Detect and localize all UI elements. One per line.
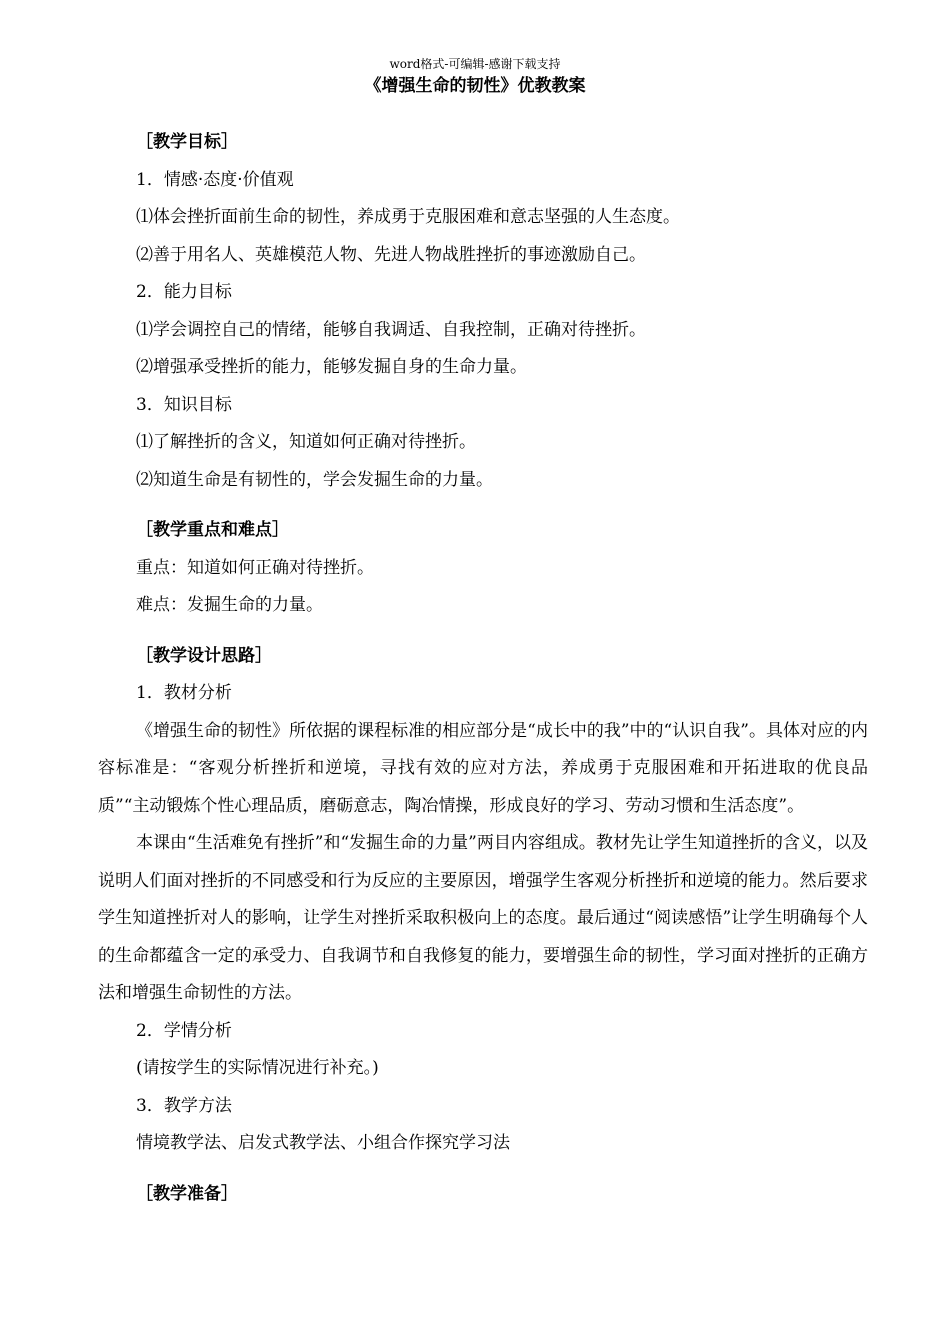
objective-item: ⑴学会调控自己的情绪，能够自我调适、自我控制，正确对待挫折。 xyxy=(136,319,646,340)
key-point-item: 难点：发掘生命的力量。 xyxy=(136,595,323,615)
objective-item: ⑵知道生命是有韧性的，学会发掘生命的力量。 xyxy=(136,469,493,490)
section-heading-design: ［教学设计思路］ xyxy=(136,645,272,666)
objective-item: 2．能力目标 xyxy=(136,282,232,302)
design-paragraph: 本课由“生活难免有挫折”和“发掘生命的力量”两目内容组成。教材先让学生知道挫折的含义，以及说明人们面对挫折的不同感受和行为反应的主要原因，增强学生客观分析挫折和逆境的能力。然后要求学生知道挫折对人的影响，让学生对挫折采取积极向上的态度。最后通过“阅读感悟”让学生明确每个人的生命都蕴含一定的承受力、自我调节和自我修复的能力，要增强生命的韧性，学习面对挫折的正确方法和增强生命韧性的方法。 xyxy=(98,833,868,1003)
design-paragraph: 《增强生命的韧性》所依据的课程标准的相应部分是“成长中的我”中的“认识自我”。具体对应的内容标准是：“客观分析挫折和逆境，寻找有效的应对方法，养成勇于克服困难和开拓进取的优良品质”“主动锻炼个性心理品质，磨砺意志，陶冶情操，形成良好的学习、劳动习惯和生活态度”。 xyxy=(98,720,868,816)
section-heading-preparation: ［教学准备］ xyxy=(136,1183,238,1204)
objective-item: 1．情感·态度·价值观 xyxy=(136,169,294,190)
design-subheading: 3．教学方法 xyxy=(136,1095,232,1116)
objective-item: ⑵增强承受挫折的能力，能够发掘自身的生命力量。 xyxy=(136,357,527,377)
section-heading-objectives: ［教学目标］ xyxy=(136,132,238,152)
objective-item: ⑵善于用名人、英雄模范人物、先进人物战胜挫折的事迹激励自己。 xyxy=(136,244,646,265)
header-note: word格式-可编辑-感谢下载支持 xyxy=(389,57,561,71)
design-subheading: 2．学情分析 xyxy=(136,1020,232,1041)
section-heading-key-points: ［教学重点和难点］ xyxy=(136,520,289,540)
design-subheading: 1．教材分析 xyxy=(136,683,232,703)
document-body xyxy=(98,124,868,1213)
design-text: (请按学生的实际情况进行补充。) xyxy=(136,1058,379,1078)
objective-item: 3．知识目标 xyxy=(136,394,232,415)
objective-item: ⑴体会挫折面前生命的韧性，养成勇于克服困难和意志坚强的人生态度。 xyxy=(136,207,680,227)
design-text: 情境教学法、启发式教学法、小组合作探究学习法 xyxy=(136,1133,510,1153)
page-title: 《增强生命的韧性》优教教案 xyxy=(364,76,586,96)
key-point-item: 重点：知道如何正确对待挫折。 xyxy=(136,557,374,578)
objective-item: ⑴了解挫折的含义，知道如何正确对待挫折。 xyxy=(136,432,476,452)
